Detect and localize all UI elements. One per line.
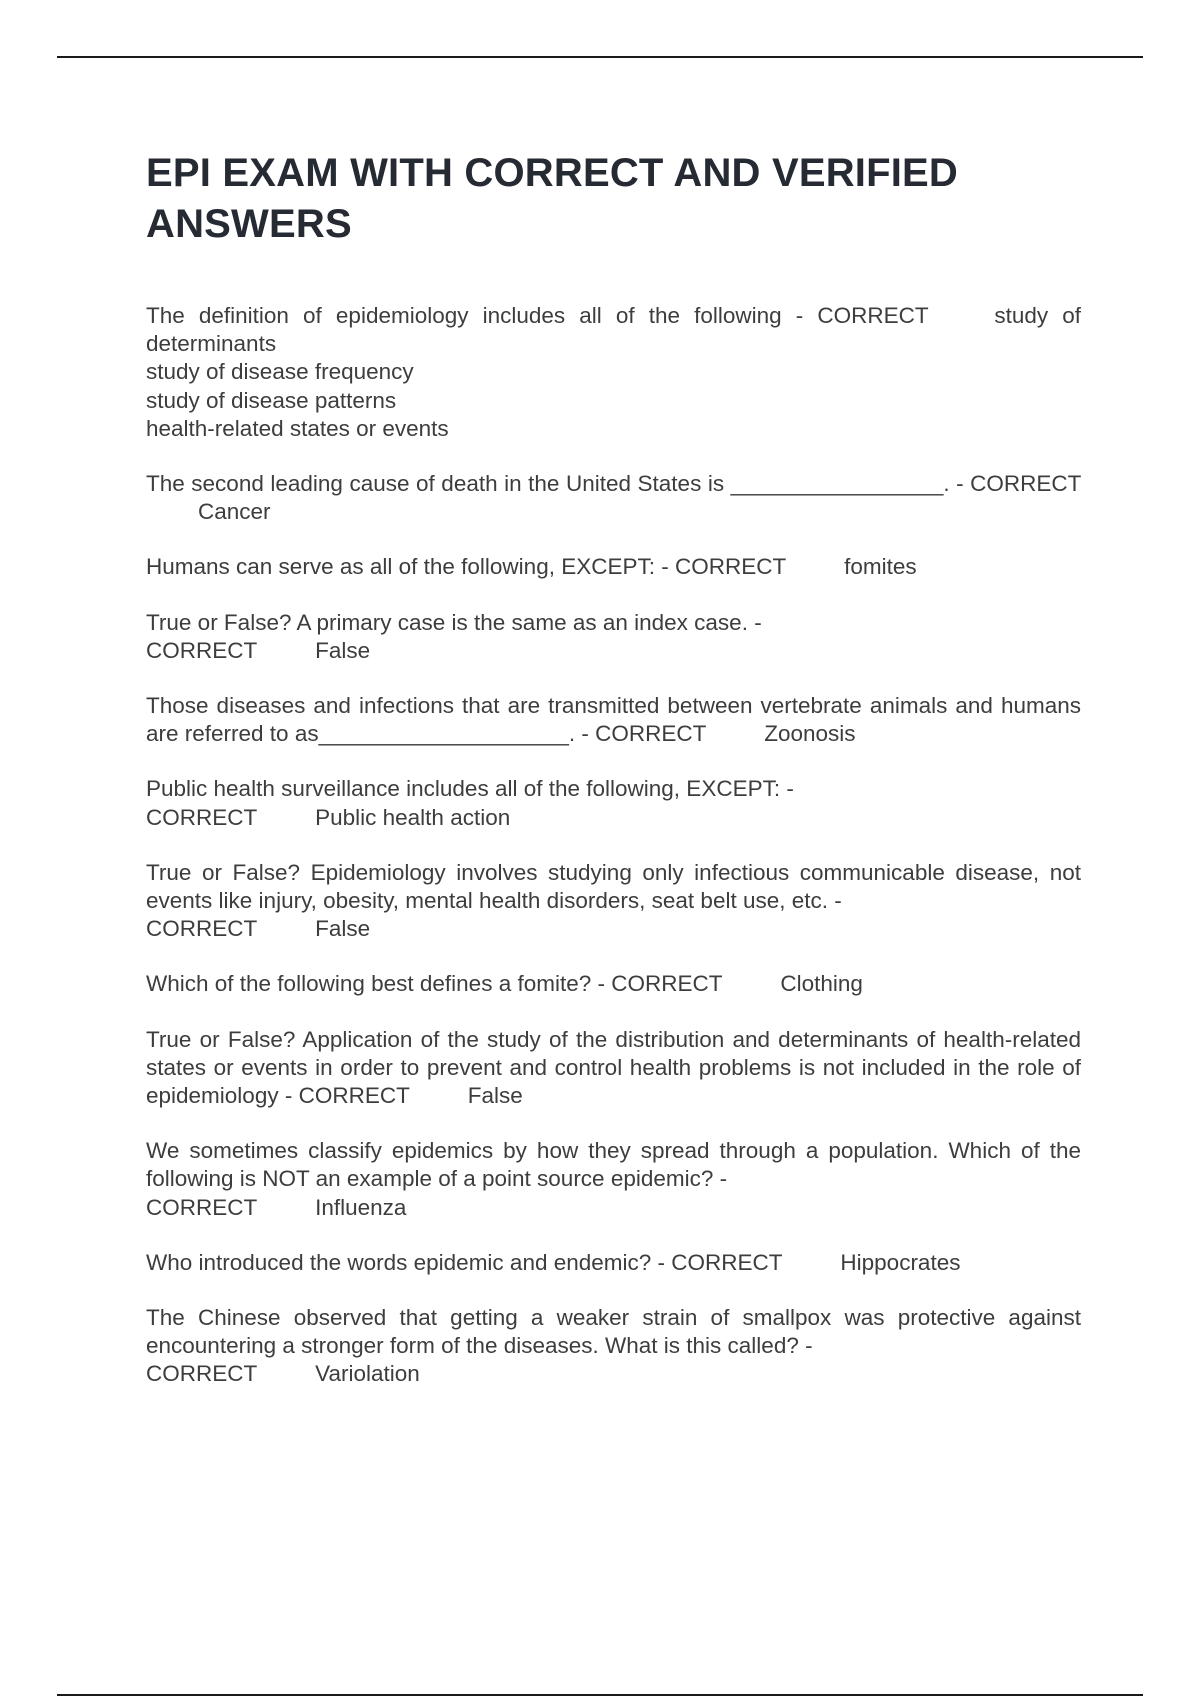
- question-text: We sometimes classify epidemics by how they spread through a population. Which of the following is NOT an example of a point source epidemic? -: [146, 1138, 1081, 1192]
- answer-text: Cancer: [198, 499, 271, 525]
- correct-label: CORRECT: [146, 804, 257, 830]
- qa-item: [146, 775, 1081, 831]
- qa-item: [146, 859, 1081, 944]
- answer-text: Variolation: [315, 1361, 420, 1387]
- answer-text: Influenza: [315, 1194, 407, 1220]
- answer-line: health-related states or events: [146, 415, 449, 441]
- answer-text: fomites: [844, 554, 917, 580]
- qa-list: [146, 302, 1081, 1416]
- correct-label: CORRECT: [146, 916, 257, 942]
- correct-label: CORRECT: [675, 554, 786, 580]
- answer-text: Zoonosis: [764, 721, 856, 747]
- bottom-rule: [57, 1694, 1143, 1696]
- qa-item: [146, 1304, 1081, 1389]
- qa-item: [146, 1137, 1081, 1222]
- qa-item: [146, 302, 1081, 443]
- qa-item: [146, 692, 1081, 748]
- correct-label: CORRECT: [817, 303, 929, 328]
- qa-item: [146, 1026, 1081, 1111]
- answer-text: False: [467, 1083, 523, 1109]
- correct-label: CORRECT: [970, 471, 1081, 497]
- question-text: The second leading cause of death in the United States is _________________. -: [146, 471, 964, 497]
- answer-line: study of disease patterns: [146, 387, 397, 413]
- correct-label: CORRECT: [146, 1194, 257, 1220]
- correct-label: CORRECT: [611, 971, 723, 997]
- question-text: True or False? A primary case is the same as an index case. -: [146, 609, 762, 635]
- answer-line: study of determinants: [146, 303, 1081, 357]
- answer-text: False: [315, 637, 371, 663]
- question-text: True or False? Application of the study of the distribution and determinants of health-related states or events in order to prevent and control health problems is not included in the role of epidemiology -: [146, 1026, 1081, 1109]
- question-text: Humans can serve as all of the following, EXCEPT: -: [146, 554, 669, 580]
- question-text: Who introduced the words epidemic and endemic? -: [146, 1249, 666, 1275]
- correct-label: CORRECT: [146, 1361, 257, 1387]
- answer-text: Clothing: [780, 971, 863, 997]
- answer-text: Public health action: [315, 804, 511, 830]
- qa-item: [146, 609, 1081, 665]
- qa-item: [146, 553, 1081, 581]
- correct-label: CORRECT: [146, 637, 257, 663]
- top-rule: [57, 56, 1143, 58]
- question-text: The definition of epidemiology includes all of the following -: [146, 303, 804, 328]
- question-text: Those diseases and infections that are transmitted between vertebrate animals and humans are referred to as____________________. -: [146, 693, 1081, 747]
- qa-item: [146, 1249, 1081, 1277]
- question-text: Which of the following best defines a fomite? -: [146, 971, 605, 997]
- qa-item: [146, 470, 1081, 526]
- page-title: EPI EXAM WITH CORRECT AND VERIFIED ANSWERS: [146, 151, 959, 246]
- answer-text: Hippocrates: [840, 1249, 961, 1275]
- question-text: The Chinese observed that getting a weaker strain of smallpox was protective against encountering a stronger form of the diseases. What is this called? -: [146, 1305, 1081, 1359]
- question-text: Public health surveillance includes all of the following, EXCEPT: -: [146, 776, 794, 802]
- qa-item: [146, 970, 1081, 998]
- answer-text: False: [315, 916, 371, 942]
- question-text: True or False? Epidemiology involves studying only infectious communicable disease, not events like injury, obesity, mental health disorders, seat belt use, etc. -: [146, 859, 1081, 914]
- correct-label: CORRECT: [298, 1083, 410, 1109]
- answer-line: study of disease frequency: [146, 359, 414, 385]
- correct-label: CORRECT: [671, 1249, 783, 1275]
- correct-label: CORRECT: [595, 721, 706, 747]
